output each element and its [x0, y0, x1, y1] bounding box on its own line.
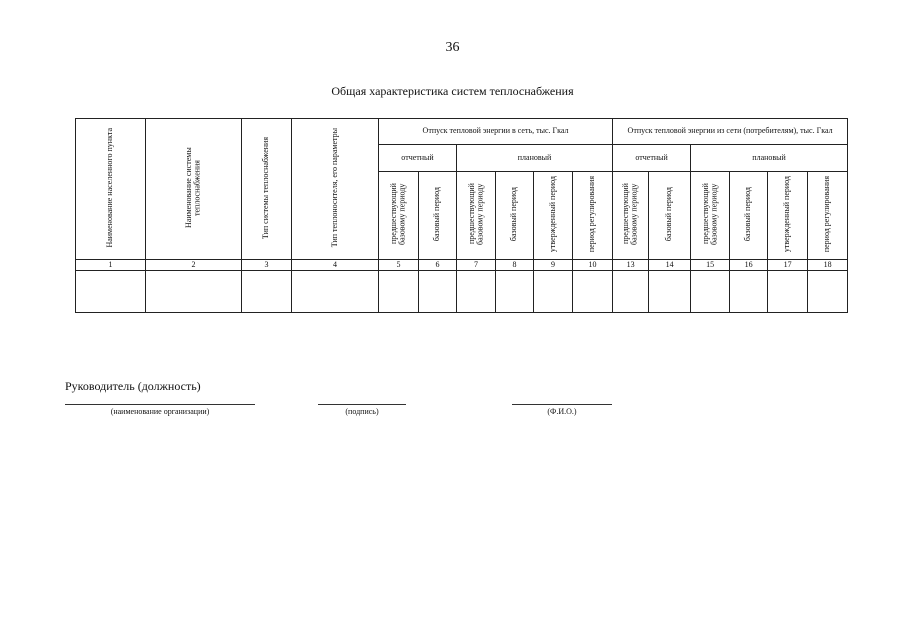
page-number: 36 [445, 40, 460, 55]
data-cell[interactable] [808, 271, 848, 313]
period-header: базовый период [649, 172, 691, 260]
data-cell[interactable] [146, 271, 242, 313]
data-cell[interactable] [419, 271, 457, 313]
data-cell[interactable] [768, 271, 808, 313]
period-header: базовый период [730, 172, 768, 260]
column-number: 13 [613, 260, 649, 271]
column-number: 9 [534, 260, 573, 271]
column-number: 18 [808, 260, 848, 271]
column-number: 7 [457, 260, 496, 271]
period-header: период регулирования [573, 172, 613, 260]
column-number: 5 [379, 260, 419, 271]
data-cell[interactable] [691, 271, 730, 313]
data-cell[interactable] [613, 271, 649, 313]
data-cell[interactable] [76, 271, 146, 313]
signature-caption: (подпись) [345, 407, 379, 416]
period-header: утвержденный период [534, 172, 573, 260]
period-header: предшествующий базовому периоду [613, 172, 649, 260]
data-row [76, 271, 848, 313]
column-number-row [76, 260, 848, 271]
column-number: 4 [292, 260, 379, 271]
subgroup-planned-b: плановый [691, 145, 848, 172]
column-number: 8 [496, 260, 534, 271]
column-number: 14 [649, 260, 691, 271]
data-cell[interactable] [242, 271, 292, 313]
signature-heading: Руководитель (должность) [65, 379, 201, 393]
period-header: базовый период [419, 172, 457, 260]
data-cell[interactable] [573, 271, 613, 313]
data-cell[interactable] [649, 271, 691, 313]
data-cell[interactable] [730, 271, 768, 313]
col-header-heat-carrier: Тип теплоносителя, его параметры [292, 119, 379, 260]
group-header-consumer-supply: Отпуск тепловой энергии из сети (потребителям), тыс. Гкал [613, 119, 848, 145]
org-name-line[interactable] [65, 404, 255, 405]
column-number: 10 [573, 260, 613, 271]
subgroup-reported-a: отчетный [379, 145, 457, 172]
col-header-settlement: Наименование населенного пункта [76, 119, 146, 260]
heat-supply-table [75, 118, 848, 313]
column-number: 15 [691, 260, 730, 271]
column-number: 3 [242, 260, 292, 271]
group-header-network-supply: Отпуск тепловой энергии в сеть, тыс. Гкал [379, 119, 613, 145]
column-number: 16 [730, 260, 768, 271]
col-header-system-name: Наименование системы теплоснабжения [146, 119, 242, 260]
col-header-system-type: Тип системы теплоснабжения [242, 119, 292, 260]
period-header: базовый период [496, 172, 534, 260]
data-cell[interactable] [496, 271, 534, 313]
column-number: 1 [76, 260, 146, 271]
period-header: период регулирования [808, 172, 848, 260]
document-title: Общая характеристика систем теплоснабжения [331, 84, 574, 98]
column-number: 2 [146, 260, 242, 271]
data-cell[interactable] [457, 271, 496, 313]
subgroup-reported-b: отчетный [613, 145, 691, 172]
fio-caption: (Ф.И.О.) [547, 407, 577, 416]
period-header: предшествующий базовому периоду [457, 172, 496, 260]
data-cell[interactable] [534, 271, 573, 313]
org-name-caption: (наименование организации) [110, 407, 210, 416]
period-header: предшествующий базовому периоду [379, 172, 419, 260]
data-cell[interactable] [379, 271, 419, 313]
period-header: предшествующий базовому периоду [691, 172, 730, 260]
column-number: 6 [419, 260, 457, 271]
signature-line[interactable] [318, 404, 406, 405]
period-header: утвержденный период [768, 172, 808, 260]
subgroup-planned-a: плановый [457, 145, 613, 172]
data-cell[interactable] [292, 271, 379, 313]
column-number: 17 [768, 260, 808, 271]
fio-line[interactable] [512, 404, 612, 405]
